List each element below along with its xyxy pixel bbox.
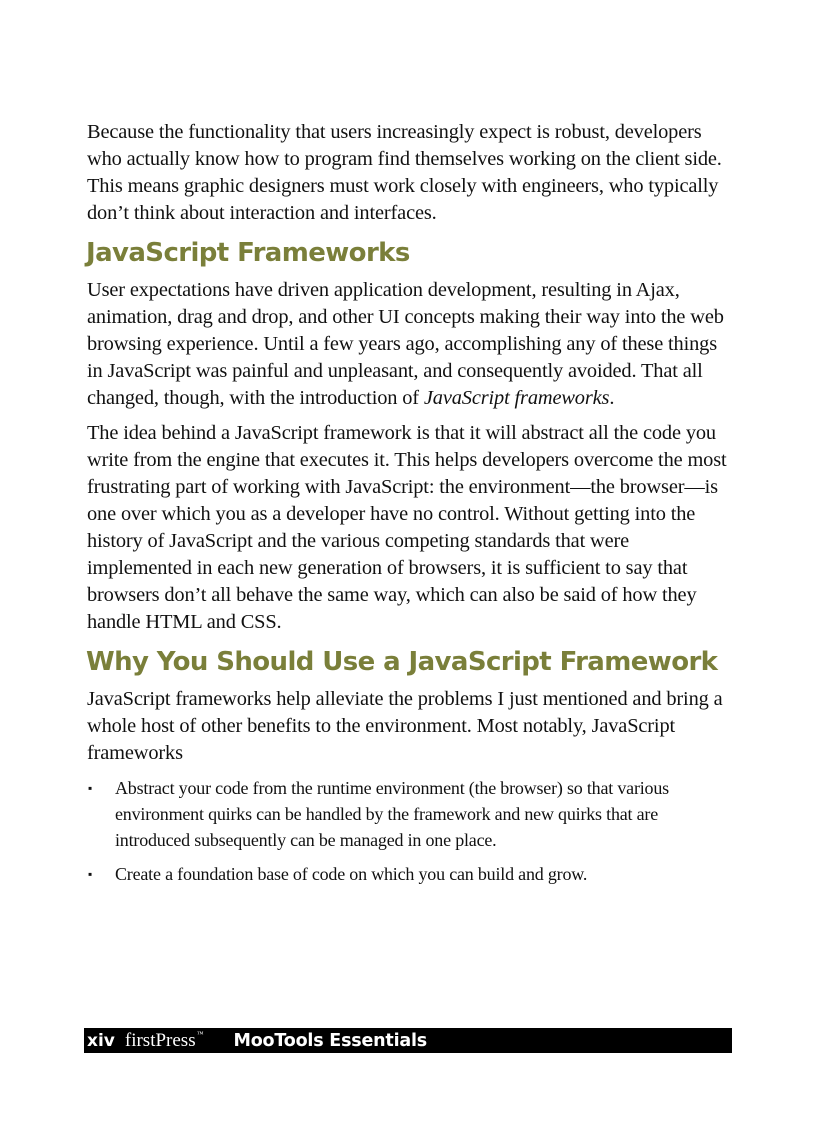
book-title: MooTools Essentials	[233, 1030, 428, 1051]
list-item-text: Create a foundation base of code on which you can build and grow.	[115, 864, 588, 884]
emphasis-javascript-frameworks: JavaScript frameworks	[423, 387, 610, 409]
why-framework-paragraph: JavaScript frameworks help alleviate the problems I just mentioned and bring a whole host of other benefits to the environment. Most notably, JavaScript frameworks	[87, 688, 723, 764]
list-item	[87, 775, 733, 853]
publisher-brand	[125, 1030, 204, 1052]
frameworks-paragraph-1-text: User expectations have driven application development, resulting in Ajax, animation, drag and drop, and other UI concepts making their way into the web browsing experience. Until a few years ago, accomplishing any of these things in JavaScript was painful and unpleasant, and consequently avoided. That all changed, though, with the introduction of	[87, 279, 724, 409]
page-number: xiv	[87, 1030, 115, 1051]
publisher-brand-text: firstPress	[124, 1029, 196, 1051]
frameworks-paragraph-1-end: .	[609, 387, 615, 409]
list-item	[87, 861, 733, 887]
frameworks-paragraph-1	[87, 277, 733, 412]
page-footer	[84, 1028, 732, 1053]
bullet-square-icon: ▪	[88, 867, 93, 881]
list-item-text: Abstract your code from the runtime environment (the browser) so that various environment quirks can be handled by the framework and new quirks that are introduced subsequently can be managed in one place.	[115, 778, 669, 850]
bullet-square-icon: ▪	[88, 781, 93, 795]
section-heading-why-use-framework: Why You Should Use a JavaScript Framework	[86, 647, 718, 677]
trademark-mark: ™	[196, 1029, 204, 1038]
intro-paragraph: Because the functionality that users increasingly expect is robust, developers who actually know how to program find themselves working on the client side. This means graphic designers must work closely with engineers, who typically don’t think about interaction and interfaces.	[87, 121, 722, 224]
page-content	[87, 119, 733, 895]
section-heading-javascript-frameworks: JavaScript Frameworks	[86, 238, 410, 268]
frameworks-paragraph-2: The idea behind a JavaScript framework is that it will abstract all the code you write from the engine that executes it. This helps developers overcome the most frustrating part of working with JavaScript: the environment—the browser—is one over which you as a developer have no control. Without getting into the history of JavaScript and the various competing standards that were implemented in each new generation of browsers, it is sufficient to say that browsers don’t all behave the same way, which can also be said of how they handle HTML and CSS.	[87, 422, 727, 633]
benefits-list	[87, 775, 733, 887]
